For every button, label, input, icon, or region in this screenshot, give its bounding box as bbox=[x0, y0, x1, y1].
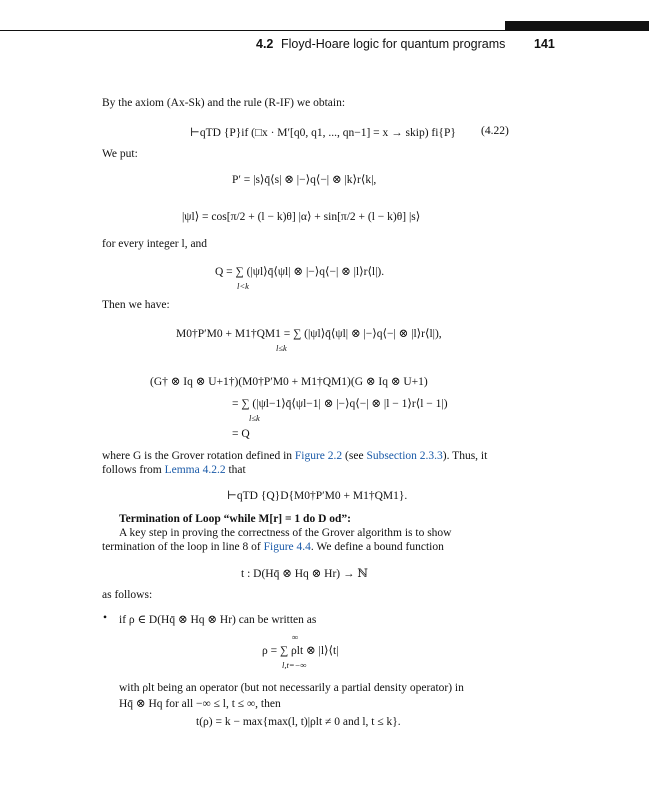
paragraph-grover: where G is the Grover rotation defined in Figure 2.2 (see Subsection 2.3.3). Thus, it bbox=[102, 450, 488, 462]
as-follows-text: as follows: bbox=[102, 589, 153, 601]
link-lemma-4-2-2[interactable]: Lemma 4.2.2 bbox=[164, 464, 226, 476]
sum-upper-limit: ∞ bbox=[292, 632, 299, 642]
we-put-text: We put: bbox=[102, 148, 138, 160]
header-rule bbox=[0, 30, 649, 31]
equation-number: (4.22) bbox=[481, 125, 509, 137]
equation-psi: |ψl⟩ = cos[π/2 + (l − k)θ] |α⟩ + sin[π/2 + (l − k)θ] |s⟩ bbox=[182, 211, 421, 223]
link-subsection-2-3-3[interactable]: Subsection 2.3.3 bbox=[366, 450, 443, 462]
equation-q-subscript: l<k bbox=[237, 281, 249, 291]
equation-bound-function: t : D(Hq̄ ⊗ Hq ⊗ Hr) → ℕ bbox=[241, 568, 368, 580]
link-figure-4-4[interactable]: Figure 4.4 bbox=[263, 541, 311, 553]
bullet-text: if ρ ∈ D(Hq̄ ⊗ Hq ⊗ Hr) can be written as bbox=[119, 614, 317, 626]
every-integer-text: for every integer l, and bbox=[102, 238, 208, 250]
with-line1: with ρlt being an operator (but not necessarily a partial density operator) in bbox=[119, 682, 464, 694]
equation-t-rho: t(ρ) = k − max{max(l, t)|ρlt ≠ 0 and l, t ≤ k}. bbox=[196, 716, 401, 728]
equation-rho: ρ = ∑ ρlt ⊗ |l⟩⟨t| bbox=[262, 645, 339, 657]
page-number: 141 bbox=[534, 37, 555, 51]
paragraph-axiom: By the axiom (Ax-Sk) and the rule (R-IF) we obtain: bbox=[102, 97, 346, 109]
bullet: • bbox=[103, 612, 108, 624]
equation-g-line2: = ∑ (|ψl−1⟩q̄⟨ψl−1| ⊗ |−⟩q⟨−| ⊗ |l − 1⟩r⟨l − 1|) bbox=[232, 398, 448, 410]
equation-g-line1: (G† ⊗ Iq ⊗ U+1†)(M0†P′M0 + M1†QM1)(G ⊗ Iq ⊗ U+1) bbox=[150, 376, 428, 388]
running-title: Floyd-Hoare logic for quantum programs bbox=[281, 37, 506, 51]
equation-4-22: ⊢qTD {P}if (□x · M′[q0, q1, ..., qn−1] = x → skip) fi{P} bbox=[190, 127, 456, 139]
equation-q: Q = ∑ (|ψl⟩q̄⟨ψl| ⊗ |−⟩q⟨−| ⊗ |l⟩r⟨l|). bbox=[215, 266, 385, 278]
equation-d: ⊢qTD {Q}D{M0†P′M0 + M1†QM1}. bbox=[227, 490, 408, 502]
equation-p-prime: P′ = |s⟩q̄⟨s| ⊗ |−⟩q⟨−| ⊗ |k⟩r⟨k|, bbox=[232, 174, 377, 186]
termination-line1: A key step in proving the correctness of the Grover algorithm is to show bbox=[119, 527, 452, 539]
link-figure-2-2[interactable]: Figure 2.2 bbox=[294, 450, 343, 462]
then-text: Then we have: bbox=[102, 299, 170, 311]
paragraph-lemma: follows from Lemma 4.2.2 that bbox=[102, 464, 246, 476]
termination-heading: Termination of Loop “while M[r] = 1 do D od”: bbox=[119, 513, 351, 525]
equation-m: M0†P′M0 + M1†QM1 = ∑ (|ψl⟩q̄⟨ψl| ⊗ |−⟩q⟨−| ⊗ |l⟩r⟨l|), bbox=[176, 328, 442, 340]
section-number: 4.2 bbox=[256, 37, 274, 51]
equation-g-line3: = Q bbox=[232, 428, 250, 440]
equation-m-subscript: l≤k bbox=[276, 343, 287, 353]
sum-lower-limit: l,t=−∞ bbox=[282, 660, 307, 670]
equation-g-subscript: l≤k bbox=[249, 413, 260, 423]
with-line2: Hq̄ ⊗ Hq for all −∞ ≤ l, t ≤ ∞, then bbox=[119, 698, 281, 710]
termination-line2: termination of the loop in line 8 of Figure 4.4. We define a bound function bbox=[102, 541, 444, 553]
header-bar bbox=[505, 21, 649, 30]
